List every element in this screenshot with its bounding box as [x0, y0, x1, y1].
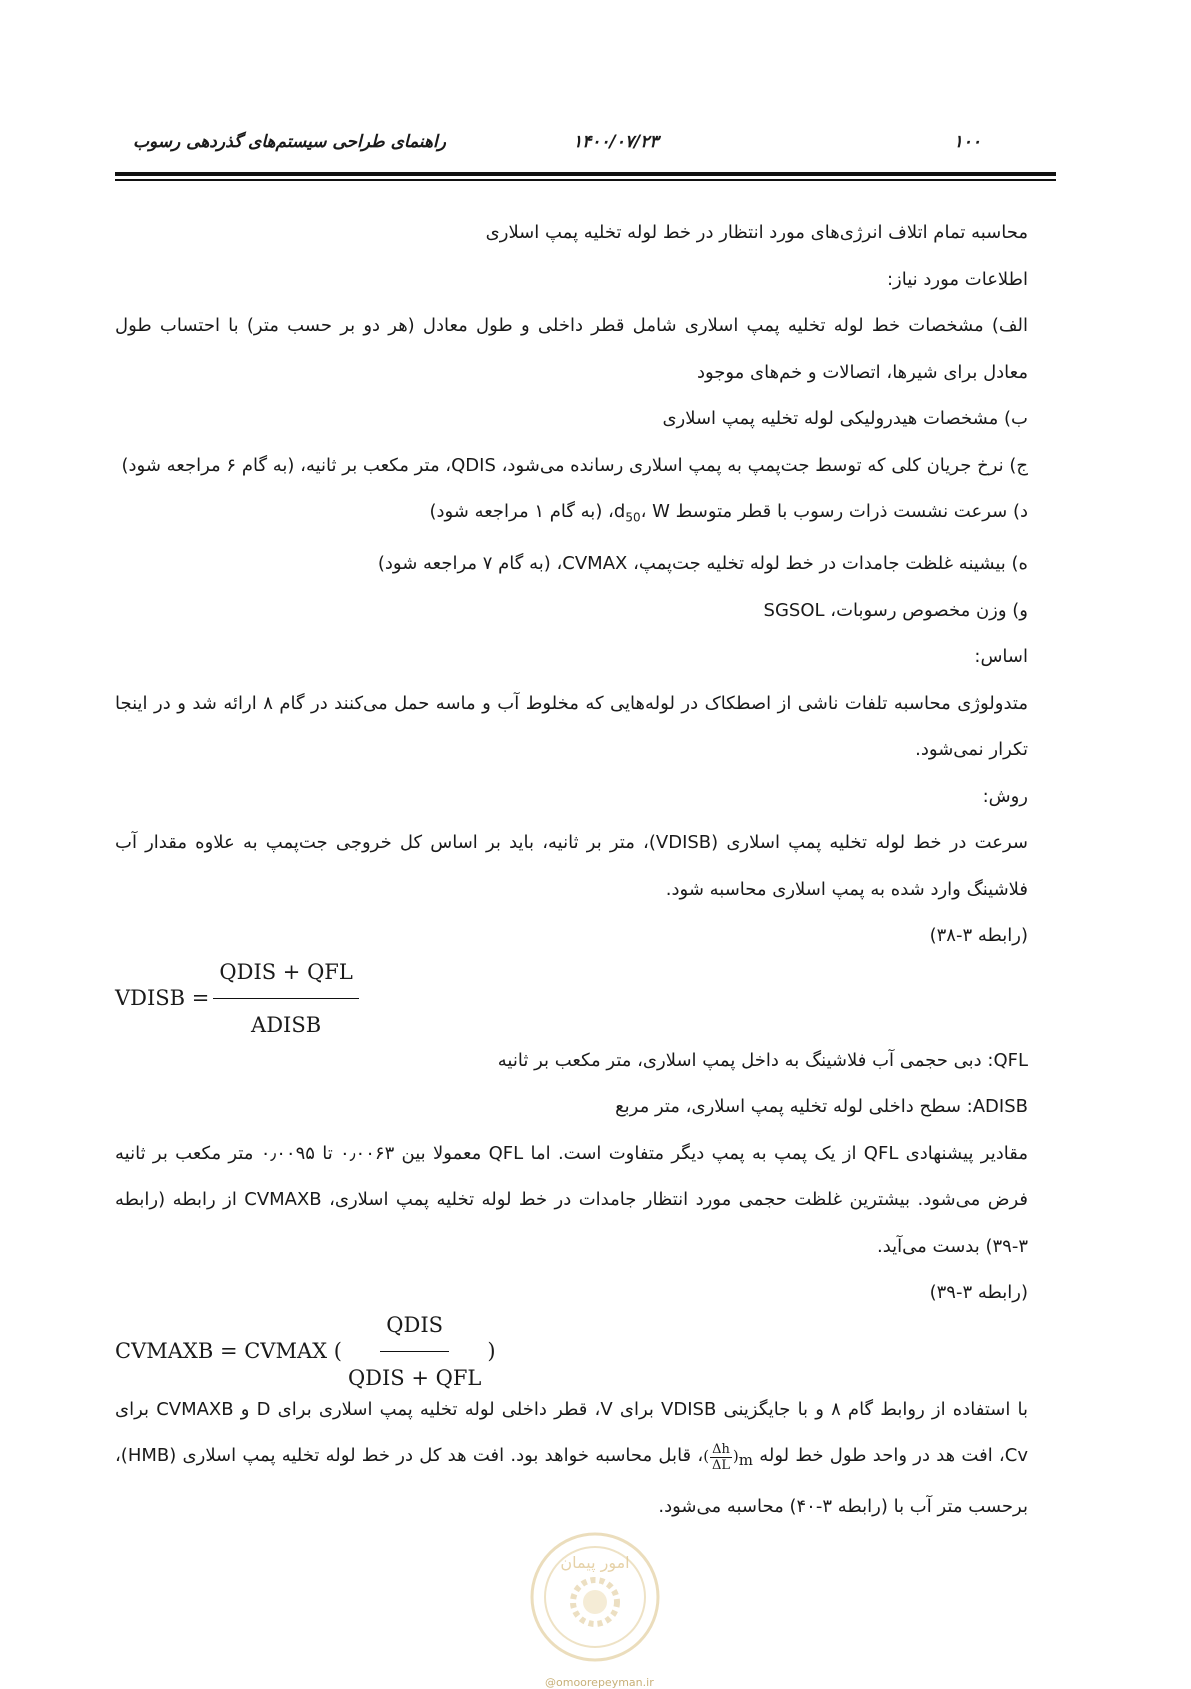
text-run: ، W، (به گام ۱ مراجعه شود)	[429, 501, 670, 522]
equation-label: (رابطه ۳-۳۹)	[929, 1282, 1028, 1304]
fraction-numerator: QDIS	[380, 1302, 449, 1353]
paragraph: روش:	[982, 785, 1028, 807]
definition: QFL: دبی حجمی آب فلاشینگ به داخل پمپ اسلاری، متر مکعب بر ثانیه	[497, 1049, 1028, 1071]
header-rule-thick	[115, 172, 1056, 176]
header-date: ۱۴۰۰/۰۷/۲۳	[573, 132, 659, 152]
paragraph: ه) بیشینه غلظت جامدات در خط لوله تخلیه جت‌پمپ، CVMAX، (به گام ۷ مراجعه شود)	[377, 553, 1028, 575]
document-body	[115, 210, 1056, 1530]
paragraph: مقادیر پیشنهادی QFL از یک پمپ به پمپ دیگر متفاوت است. اما QFL معمولا بین ۰٫۰۰۶۳ تا ۰٫۰۰۹۵ متر مکعب بر ثانیه فرض می‌شود. بیشترین غلظت حجمی مورد انتظار جامدات در خط لوله تخلیه پمپ اسلاری، CVMAXB از رابطه (رابطه ۳-۳۹) بدست می‌آید.	[115, 1142, 1028, 1257]
text-run: با استفاده از روابط گام ۸ و با جایگزینی VDISB برای V، قطر داخلی لوله تخلیه پمپ اسلاری برای D و CVMAXB برای Cv، افت هد در واحد طول خط لوله	[115, 1398, 1028, 1467]
watermark-text: @omoorepeyman.ir	[545, 1676, 654, 1689]
text-run: ، قابل محاسبه خواهد بود. افت هد کل در خط لوله تخلیه پمپ اسلاری (HMB)، برحسب متر آب با (رابطه ۳-۴۰) محاسبه می‌شود.	[115, 1445, 1028, 1517]
paragraph: سرعت در خط لوله تخلیه پمپ اسلاری (VDISB)، متر بر ثانیه، باید بر اساس کل خروجی جت‌پمپ به علاوه مقدار آب فلاشینگ وارد شده به پمپ اسلاری محاسبه شود.	[115, 832, 1028, 900]
paragraph	[115, 489, 1056, 541]
fraction-denominator: ADISB	[251, 1013, 322, 1038]
header-rule-thin	[115, 179, 1056, 181]
paragraph: اساس:	[974, 646, 1028, 668]
equation-lhs: CVMAXB = CVMAX (	[115, 1339, 342, 1364]
paragraph: الف) مشخصات خط لوله تخلیه پمپ اسلاری شامل قطر داخلی و طول معادل (هر دو بر حسب متر) با احتساب طول معادل برای شیرها، اتصالات و خم‌های موجود	[115, 315, 1028, 383]
header-title: راهنمای طراحی سیستم‌های گذردهی رسوب	[133, 132, 446, 152]
equation-rhs: )	[487, 1339, 496, 1364]
page-number: ۱۰۰	[953, 132, 981, 152]
fraction-denominator: QDIS + QFL	[347, 1366, 482, 1391]
paragraph: متدولوژی محاسبه تلفات ناشی از اصطکاک در لوله‌هایی که مخلوط آب و ماسه حمل می‌کنند در گام ۸ ارائه شد و در اینجا تکرار نمی‌شود.	[115, 692, 1028, 761]
fraction-numerator: Δh	[712, 1441, 730, 1457]
seal-watermark-icon	[528, 1530, 662, 1664]
text-run: د) سرعت نشست ذرات رسوب با قطر متوسط d	[613, 501, 1028, 522]
equation-cvmaxb	[115, 1312, 1056, 1391]
inline-math	[703, 1441, 753, 1473]
fraction-denominator: ΔL	[711, 1457, 730, 1473]
paren-open: (	[703, 1447, 710, 1466]
paragraph	[115, 1387, 1056, 1531]
paragraph: اطلاعات مورد نیاز:	[886, 268, 1028, 290]
subscript: 50	[625, 510, 641, 525]
inline-fraction	[710, 1442, 732, 1473]
subscript: m	[738, 1451, 753, 1470]
paragraph: و) وزن مخصوص رسوبات، SGSOL	[763, 599, 1028, 621]
fraction-numerator: QDIS + QFL	[213, 949, 358, 1000]
paragraph: ب) مشخصات هیدرولیکی لوله تخلیه پمپ اسلاری	[662, 408, 1028, 429]
equation-vdisb	[115, 960, 1056, 1038]
paragraph: محاسبه تمام اتلاف انرژی‌های مورد انتظار در خط لوله تخلیه پمپ اسلاری	[485, 222, 1028, 243]
paragraph: ج) نرخ جریان کلی که توسط جت‌پمپ به پمپ اسلاری رسانده می‌شود، QDIS، متر مکعب بر ثانیه، (به گام ۶ مراجعه شود)	[121, 454, 1028, 476]
equation-lhs: VDISB =	[115, 986, 210, 1011]
fraction	[213, 949, 358, 1049]
paren-close: )	[732, 1447, 739, 1466]
equation-label: (رابطه ۳-۳۸)	[929, 925, 1028, 947]
seal-text: امور پیمان	[560, 1553, 630, 1572]
definition: ADISB: سطح داخلی لوله تخلیه پمپ اسلاری، متر مربع	[615, 1096, 1028, 1118]
